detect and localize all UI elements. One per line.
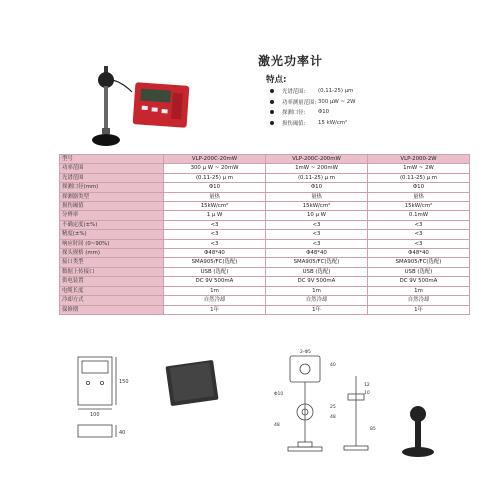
- table-cell: VLP-200C-20mW: [164, 155, 266, 164]
- table-cell: 自然冷却: [164, 296, 266, 305]
- table-cell: USB (选配): [266, 267, 368, 276]
- features-list: [270, 86, 470, 128]
- dim-depth-label: 40: [119, 430, 126, 436]
- table-cell: 保修期: [60, 305, 164, 314]
- table-cell: Φ10: [368, 183, 470, 192]
- table-cell: Φ10: [266, 183, 368, 192]
- table-cell: 自然冷却: [368, 296, 470, 305]
- table-cell: DC 9V 500mA: [368, 277, 470, 286]
- table-cell: 300 μ W ~ 20mW: [164, 164, 266, 173]
- table-cell: <3: [368, 239, 470, 248]
- table-cell: 冷却方式: [60, 296, 164, 305]
- table-cell: 量热: [266, 192, 368, 201]
- table-cell: 1m: [266, 286, 368, 295]
- table-cell: 0.1mW: [368, 211, 470, 220]
- table-cell: 不确定度(±%): [60, 220, 164, 229]
- spec-table: [59, 154, 470, 315]
- table-cell: SMA905/FC(选配): [164, 258, 266, 267]
- bullet-icon: [270, 110, 274, 114]
- feature-item: 探测口径: Φ10: [270, 107, 470, 118]
- table-cell: 1年: [368, 305, 470, 314]
- table-cell: 型号: [60, 155, 164, 164]
- table-row: [60, 220, 470, 229]
- meter-illustration: [133, 82, 190, 128]
- table-cell: DC 9V 500mA: [164, 277, 266, 286]
- table-cell: 数据上传接口: [60, 267, 164, 276]
- table-cell: <3: [266, 230, 368, 239]
- table-cell: 探测口径(mm): [60, 183, 164, 192]
- dim-25-label: 25: [330, 405, 336, 410]
- table-cell: 1mW ~ 2W: [368, 164, 470, 173]
- table-cell: SMA905/FC(选配): [368, 258, 470, 267]
- table-cell: 1 μ W: [164, 211, 266, 220]
- table-cell: 1年: [164, 305, 266, 314]
- table-row: [60, 173, 470, 182]
- feature-item: 功率测量范围: 300 μW ~ 2W: [270, 97, 470, 108]
- table-cell: USB (选配): [368, 267, 470, 276]
- table-cell: <3: [164, 220, 266, 229]
- feature-item: 光谱范围: (0.11-25) μm: [270, 86, 470, 97]
- dim-12-label: 12: [364, 383, 370, 388]
- table-row: [60, 286, 470, 295]
- table-cell: <3: [164, 239, 266, 248]
- table-cell: 1m: [164, 286, 266, 295]
- table-cell: 10 μ W: [266, 211, 368, 220]
- dim-top-label: 2-Φ5: [300, 350, 311, 355]
- dim-10-label: 10: [364, 391, 370, 396]
- table-row: [60, 211, 470, 220]
- product-photo: [92, 62, 190, 160]
- dim-diameter-label: Φ10: [274, 392, 284, 397]
- features-heading: 特点:: [266, 75, 287, 85]
- table-cell: 功率范围: [60, 164, 164, 173]
- dim-width-label: 100: [90, 412, 100, 418]
- table-cell: <3: [368, 230, 470, 239]
- table-cell: (0.11-25) μ m: [368, 173, 470, 182]
- table-cell: 电缆长度: [60, 286, 164, 295]
- table-cell: 探测器类型: [60, 192, 164, 201]
- table-row: [60, 192, 470, 201]
- table-row: [60, 267, 470, 276]
- probe-dimension-drawing: [270, 346, 468, 464]
- table-cell: 15kW/cm²: [164, 202, 266, 211]
- table-cell: 精度(±%): [60, 230, 164, 239]
- table-row: [60, 277, 470, 286]
- table-row: [60, 249, 470, 258]
- table-cell: Φ48*40: [266, 249, 368, 258]
- table-cell: 光谱范围: [60, 173, 164, 182]
- table-cell: 接口类型: [60, 258, 164, 267]
- feature-item: 损伤阈值: 15 kW/cm²: [270, 118, 470, 129]
- table-cell: <3: [266, 239, 368, 248]
- table-cell: 探头规格 (mm): [60, 249, 164, 258]
- table-cell: <3: [266, 220, 368, 229]
- table-cell: 供电装置: [60, 277, 164, 286]
- dim-height-label: 150: [119, 379, 129, 385]
- table-row: [60, 202, 470, 211]
- table-cell: 1mW ~ 200mW: [266, 164, 368, 173]
- table-row: [60, 230, 470, 239]
- table-cell: (0.11-25) μ m: [266, 173, 368, 182]
- table-cell: Φ48*40: [164, 249, 266, 258]
- table-cell: 分辨率: [60, 211, 164, 220]
- bullet-icon: [270, 100, 274, 104]
- table-cell: USB (选配): [164, 267, 266, 276]
- table-cell: 损伤阈值: [60, 202, 164, 211]
- dim-48-left-label: 48: [274, 423, 280, 428]
- table-row: [60, 164, 470, 173]
- table-cell: 量热: [368, 192, 470, 201]
- table-cell: DC 9V 500mA: [266, 277, 368, 286]
- table-cell: 响应时间 (0~90%): [60, 239, 164, 248]
- table-cell: <3: [368, 220, 470, 229]
- table-cell: Φ10: [164, 183, 266, 192]
- bullet-icon: [270, 121, 274, 125]
- table-cell: 1年: [266, 305, 368, 314]
- table-cell: 自然冷却: [266, 296, 368, 305]
- table-cell: 1m: [368, 286, 470, 295]
- table-header-row: [60, 155, 470, 164]
- table-row: [60, 258, 470, 267]
- table-cell: <3: [164, 230, 266, 239]
- table-cell: 15kW/cm²: [266, 202, 368, 211]
- table-cell: VLP-200C-200mW: [266, 155, 368, 164]
- table-row: [60, 296, 470, 305]
- bullet-icon: [270, 89, 274, 93]
- dim-40-label: 40: [330, 363, 336, 368]
- table-row: [60, 305, 470, 314]
- meter-dimension-drawing: [68, 351, 234, 455]
- table-cell: SMA905/FC(选配): [266, 258, 368, 267]
- table-cell: 量热: [164, 192, 266, 201]
- dim-48-label: 48: [330, 415, 336, 420]
- table-cell: 15kW/cm²: [368, 202, 470, 211]
- table-cell: Φ48*40: [368, 249, 470, 258]
- dim-85-label: 85: [370, 427, 376, 432]
- table-cell: VLP-2000-2W: [368, 155, 470, 164]
- probe-illustration: [92, 66, 132, 146]
- table-row: [60, 239, 470, 248]
- table-cell: (0.11-25) μ m: [164, 173, 266, 182]
- table-row: [60, 183, 470, 192]
- page-title: 激光功率计: [258, 54, 324, 68]
